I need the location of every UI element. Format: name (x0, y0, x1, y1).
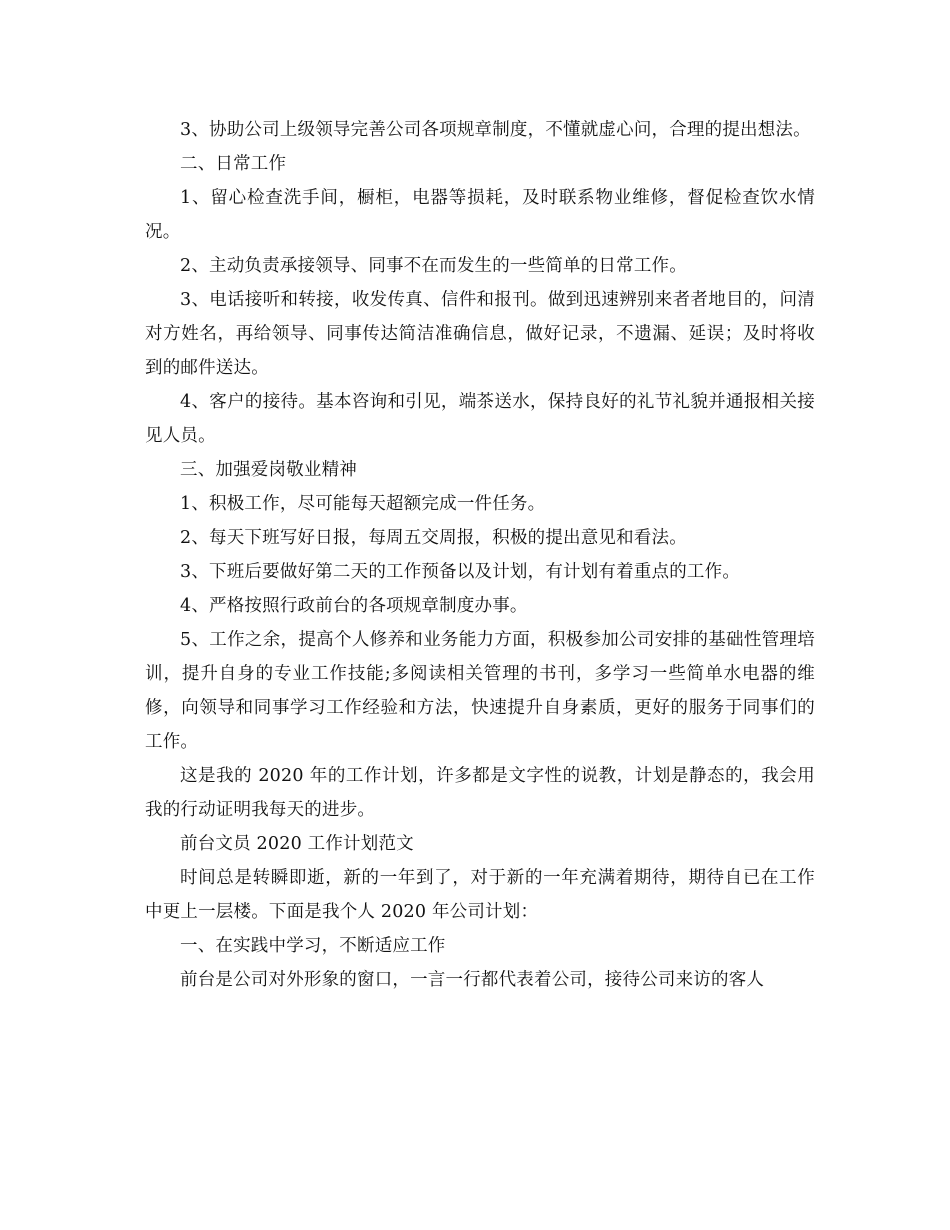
paragraph-item-1-active-work: 1、积极工作，尽可能每天超额完成一件任务。 (180, 494, 546, 514)
document-subtitle: 前台文员 2020 工作计划范文 (180, 834, 414, 854)
section-heading-dedication: 三、加强爱岗敬业精神 (180, 460, 357, 480)
paragraph-item-3-improve-rules: 3、协助公司上级领导完善公司各项规章制度，不懂就虚心问，合理的提出想法。 (180, 120, 811, 140)
section-heading-learning: 一、在实践中学习，不断适应工作 (180, 936, 446, 956)
paragraph-item-5-self-improvement: 5、工作之余，提高个人修养和业务能力方面，积极参加公司安排的基础性管理培训，提升自身的专业工作技能;多阅读相关管理的书刊，多学习一些简单水电器的维修，向领导和同事学习工作经验和方法，快速提升自身素质，更好的服务于同事们的工作。 (145, 630, 815, 752)
paragraph-summary: 这是我的 2020 年的工作计划，许多都是文字性的说教，计划是静态的，我会用我的行动证明我每天的进步。 (145, 766, 815, 820)
paragraph-item-2-daily-tasks: 2、主动负责承接领导、同事不在而发生的一些简单的日常工作。 (180, 256, 687, 276)
paragraph-item-3-planning: 3、下班后要做好第二天的工作预备以及计划，有计划有着重点的工作。 (180, 562, 741, 582)
paragraph-item-4-rules: 4、严格按照行政前台的各项规章制度办事。 (180, 596, 528, 616)
document-body (145, 113, 815, 997)
paragraph-item-3-phone-mail: 3、电话接听和转接，收发传真、信件和报刊。做到迅速辨别来者者地目的，问清对方姓名，再给领导、同事传达简洁准确信息，做好记录，不遗漏、延误；及时将收到的邮件送达。 (145, 290, 815, 378)
paragraph-item-2-reports: 2、每天下班写好日报，每周五交周报，积极的提出意见和看法。 (180, 528, 687, 548)
paragraph-intro: 时间总是转瞬即逝，新的一年到了，对于新的一年充满着期待，期待自已在工作中更上一层楼。下面是我个人 2020 年公司计划： (145, 868, 815, 922)
section-heading-daily-work: 二、日常工作 (180, 154, 287, 174)
paragraph-item-4-reception: 4、客户的接待。基本咨询和引见，端茶送水，保持良好的礼节礼貌并通报相关接见人员。 (145, 392, 815, 446)
paragraph-front-desk: 前台是公司对外形象的窗口，一言一行都代表着公司，接待公司来访的客人 (180, 970, 765, 990)
paragraph-item-1-inspection: 1、留心检查洗手间，橱柜，电器等损耗，及时联系物业维修，督促检查饮水情况。 (145, 188, 815, 242)
